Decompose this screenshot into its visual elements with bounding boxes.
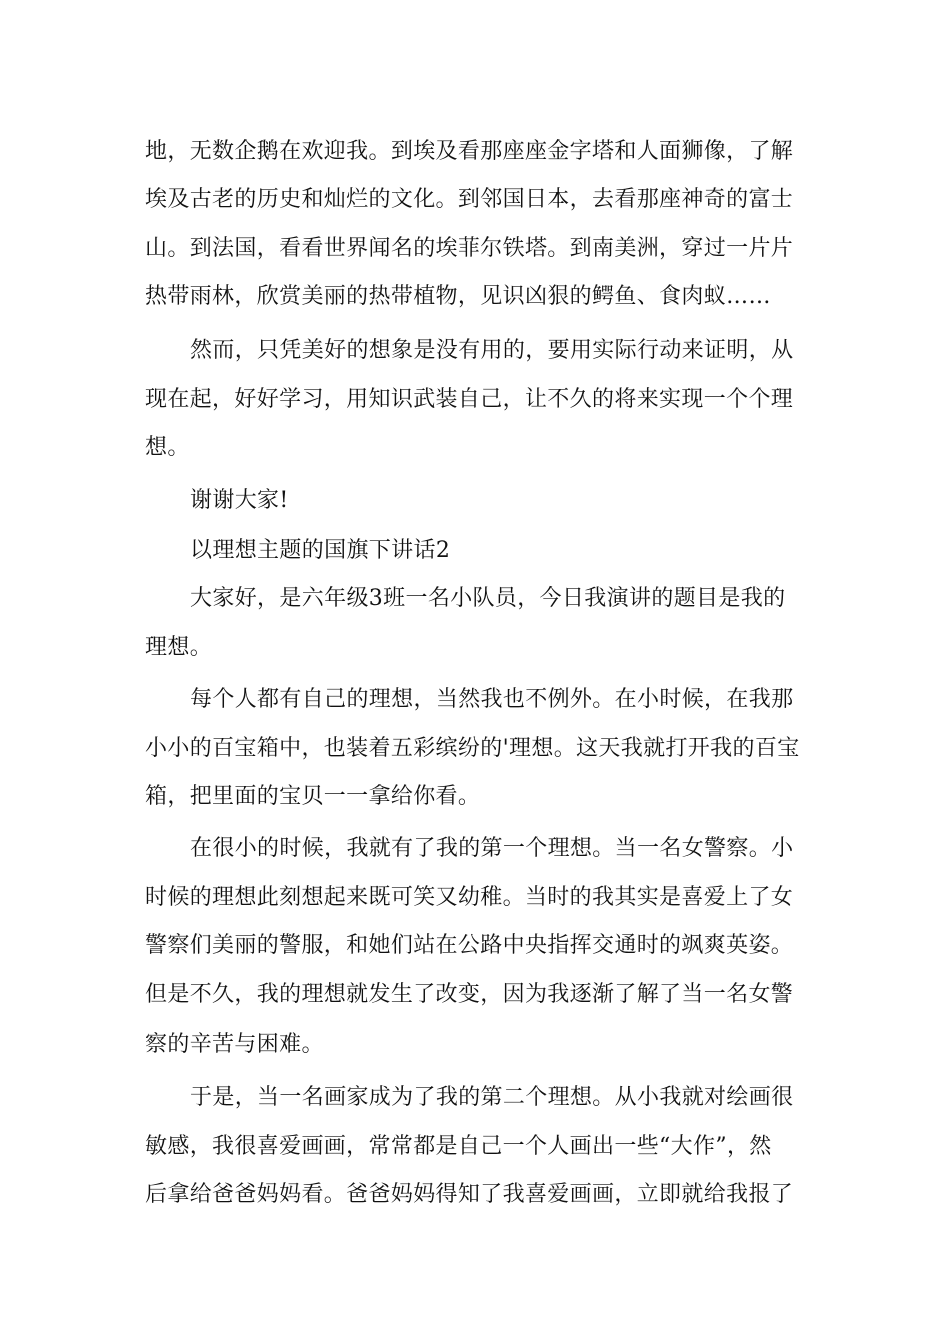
paragraph-first-line: 大家好，是六年级3班一名小队员，今日我演讲的题目是我的	[190, 586, 786, 611]
text-line: 但是不久，我的理想就发生了改变，因为我逐渐了解了当一名女警	[145, 982, 794, 1007]
text-line: 山。到法国，看看世界闻名的埃菲尔铁塔。到南美洲，穿过一片片	[145, 236, 794, 261]
paragraph-first-line: 在很小的时候，我就有了我的第一个理想。当一名女警察。小	[190, 836, 794, 861]
section-title: 以理想主题的国旗下讲话2	[190, 538, 451, 563]
text-line: 理想。	[145, 635, 213, 660]
text-line: 后拿给爸爸妈妈看。爸爸妈妈得知了我喜爱画画，立即就给我报了	[145, 1182, 794, 1207]
paragraph-first-line: 然而，只凭美好的想象是没有用的，要用实际行动来证明，从	[190, 338, 794, 363]
text-line: 察的辛苦与困难。	[145, 1032, 324, 1057]
text-line: 时候的理想此刻想起来既可笑又幼稚。当时的我其实是喜爱上了女	[145, 885, 794, 910]
text-line: 警察们美丽的警服，和她们站在公路中央指挥交通时的飒爽英姿。	[145, 933, 794, 958]
text-line: 地，无数企鹅在欢迎我。到埃及看那座座金字塔和人面狮像，了解	[145, 139, 794, 164]
text-line: 想。	[145, 435, 190, 460]
text-line: 敏感，我很喜爱画画，常常都是自己一个人画出一些“大作”，然	[145, 1134, 772, 1159]
paragraph-first-line: 于是，当一名画家成为了我的第二个理想。从小我就对绘画很	[190, 1085, 794, 1110]
closing-line: 谢谢大家!	[190, 488, 289, 513]
text-line: 小小的百宝箱中，也装着五彩缤纷的'理想。这天我就打开我的百宝	[145, 736, 800, 761]
text-line: 埃及古老的历史和灿烂的文化。到邻国日本，去看那座神奇的富士	[145, 187, 794, 212]
text-line: 热带雨林，欣赏美丽的热带植物，见识凶狠的鳄鱼、食肉蚁……	[145, 284, 771, 309]
text-line: 箱，把里面的宝贝一一拿给你看。	[145, 784, 481, 809]
paragraph-first-line: 每个人都有自己的理想，当然我也不例外。在小时候，在我那	[190, 687, 794, 712]
text-line: 现在起，好好学习，用知识武装自己，让不久的将来实现一个个理	[145, 387, 794, 412]
